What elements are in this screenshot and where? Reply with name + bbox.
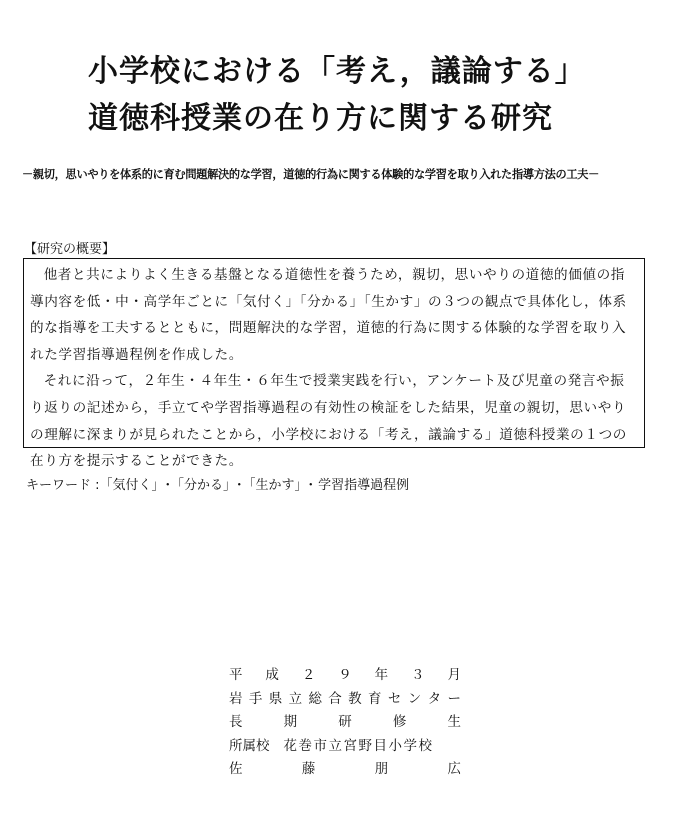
- institution-char: 育: [368, 690, 382, 707]
- title-line-1: 小学校における「考え，議論する」: [88, 54, 586, 89]
- role-line: [229, 711, 461, 735]
- role-char: 期: [283, 714, 298, 730]
- author-info: [229, 664, 461, 782]
- institution-char: 手: [248, 690, 263, 707]
- date-line: [229, 664, 461, 688]
- date-char: 平: [229, 667, 243, 683]
- author-char: 藤: [301, 761, 316, 777]
- date-char: ９: [338, 667, 352, 683]
- date-char: 月: [447, 667, 461, 683]
- role-char: 修: [392, 714, 407, 730]
- role-char: 長: [229, 714, 243, 730]
- author-char: 佐: [229, 761, 243, 777]
- abstract-paragraph-1: 他者と共によりよく生きる基盤となる道徳性を養うため，親切，思いやりの道徳的価値の指導内容を低・中・高学年ごとに「気付く」「分かる」「生かす」の３つの観点で具体化し，体系的な指導を工夫するとともに，問題解決的な学習，道徳的行為に関する体験的な学習を取り入れた学習指導過程例を作成した。: [30, 267, 627, 363]
- abstract-paragraph-2: それに沿って，２年生・４年生・６年生で授業実践を行い，アンケート及び児童の発言や振り返りの記述から，手立てや学習指導過程の有効性の検証をした結果，児童の親切，思いやりの理解に深まりが見られたことから，小学校における「考え，議論する」道徳科授業の１つの在り方を提示することができた。: [30, 373, 627, 470]
- role-char: 生: [447, 714, 461, 730]
- institution-char: 教: [348, 690, 362, 707]
- document-subtitle: －親切，思いやりを体系的に育む問題解決的な学習，道徳的行為に関する体験的な学習を取り入れた指導方法の工夫－: [22, 168, 600, 181]
- school-label: 所属校: [229, 737, 270, 754]
- institution-char: 総: [308, 690, 322, 707]
- institution-char: 県: [268, 690, 283, 707]
- author-char: 朋: [374, 761, 389, 777]
- title-line-2: 道徳科授業の在り方に関する研究: [88, 101, 553, 136]
- role-char: 研: [338, 714, 352, 730]
- institution-char: 岩: [229, 690, 243, 707]
- date-char: ２: [301, 667, 316, 683]
- date-char: 年: [374, 667, 389, 683]
- school-line: [229, 735, 461, 759]
- institution-char: タ: [427, 690, 442, 707]
- institution-char: セ: [387, 690, 402, 707]
- institution-char: ン: [407, 690, 422, 707]
- author-line: [229, 758, 461, 782]
- abstract-box: [23, 258, 645, 470]
- author-char: 広: [447, 761, 461, 777]
- date-char: 成: [265, 667, 279, 683]
- date-char: ３: [411, 667, 425, 683]
- institution-char: 合: [328, 690, 342, 707]
- school-name: 花巻市立宮野目小学校: [283, 737, 434, 754]
- institution-line: [229, 688, 461, 712]
- institution-char: 立: [288, 690, 303, 707]
- abstract-label: 【研究の概要】: [24, 242, 116, 257]
- spacer: [270, 735, 284, 759]
- institution-char: ー: [447, 690, 461, 707]
- document-title: [88, 48, 648, 142]
- keywords: キーワード :「気付く」･「分かる」･「生かす」･ 学習指導過程例: [26, 478, 410, 493]
